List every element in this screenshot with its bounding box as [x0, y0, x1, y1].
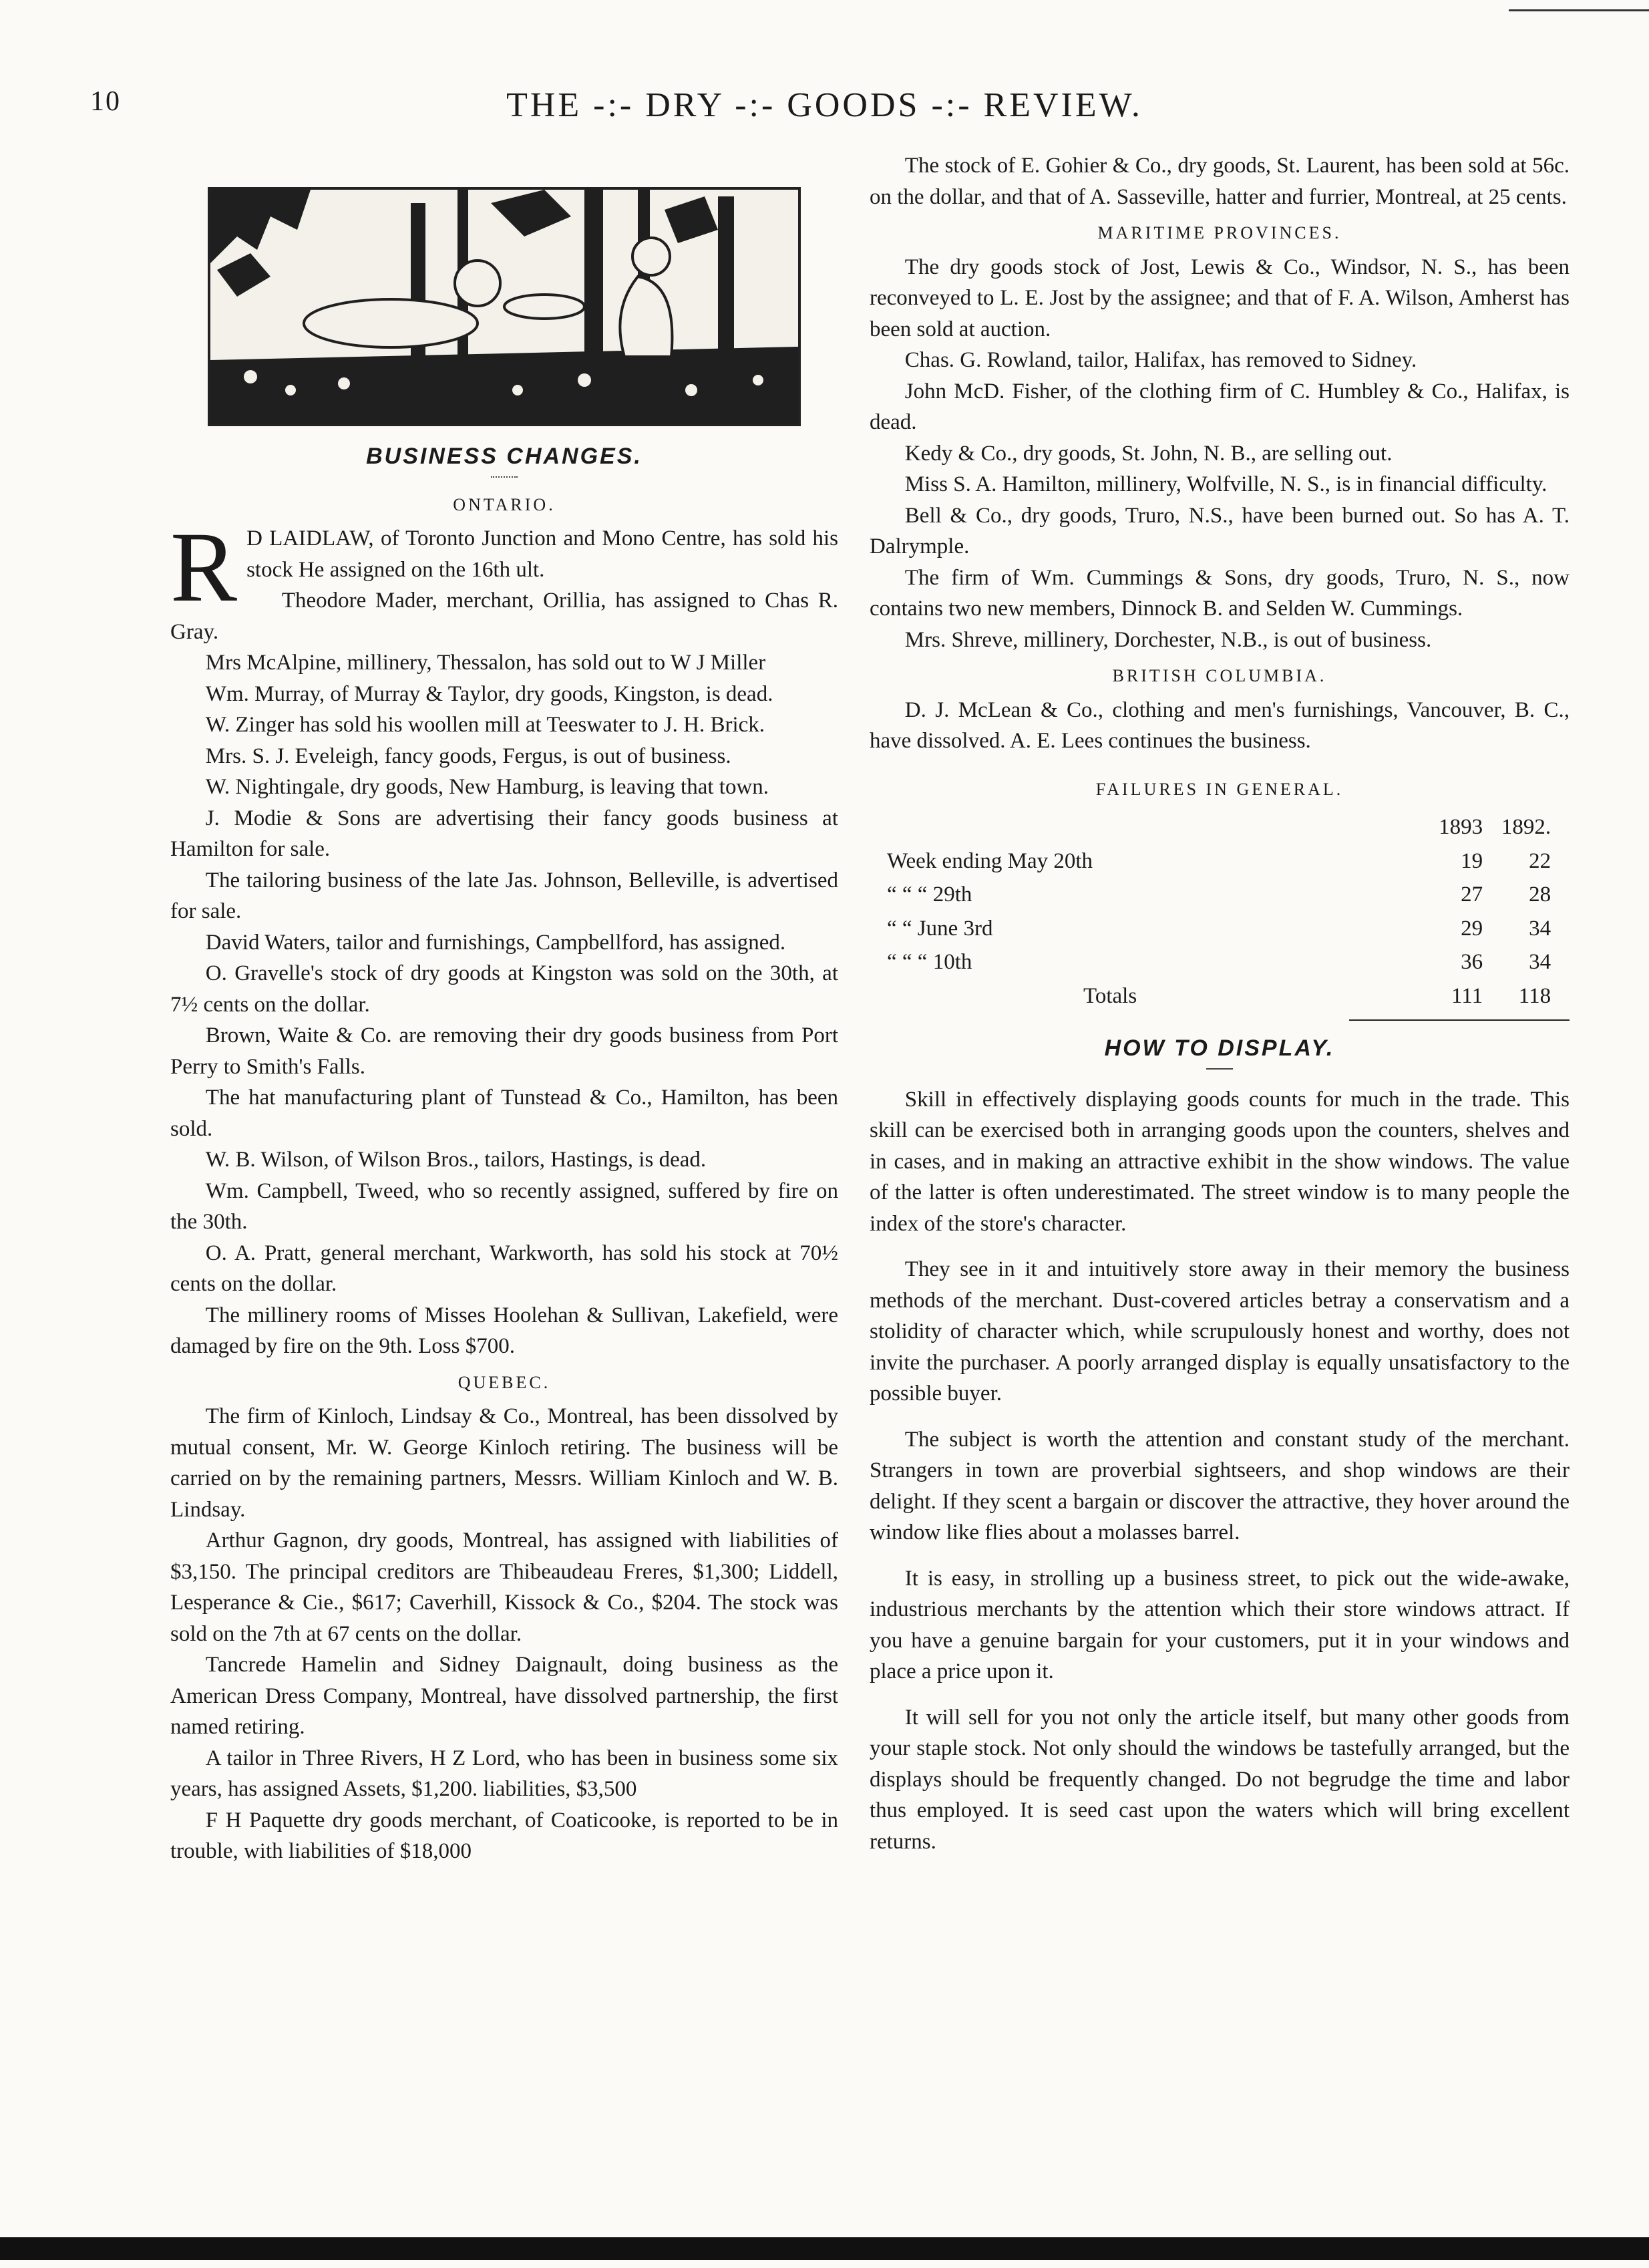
failures-totals-label: Totals — [1083, 983, 1137, 1008]
bottom-bar — [0, 2237, 1649, 2260]
article-paragraph: They see in it and intuitively store away in their memory the business methods of the merchant. Dust-covered articles betray a conservatism and a stolidity of character which, while scrupulously honest and worthy, does not invite the purchaser. A poorly arranged display is equally unsatisfactory to the possible buyer. — [870, 1257, 1570, 1406]
maritime-item: Chas. G. Rowland, tailor, Halifax, has removed to Sidney. — [904, 348, 1417, 372]
heading-rule — [491, 476, 518, 478]
heading-rule — [1206, 1068, 1233, 1070]
quebec-item: The firm of Kinloch, Lindsay & Co., Montreal, has been dissolved by mutual consent, Mr. W. George Kinloch retiring. The business will be carried on by the remaining partners, Messrs. William Kinloch and W. B. Lindsay. — [170, 1404, 838, 1522]
article-paragraph: Skill in effectively displaying goods counts for much in the trade. This skill can be exercised both in arranging goods upon the counters, shelves and in cases, and in making an attractive exhibit in the show windows. The value of the latter is often underestimated. The street window is to many people the index of the store's character. — [870, 1087, 1570, 1236]
failures-row — [883, 945, 1555, 979]
failures-row-label: “ “ “ 29th — [887, 882, 972, 907]
failures-row-1892: 28 — [1529, 882, 1551, 907]
failures-total-1892: 118 — [1518, 983, 1551, 1008]
maritime-item: Miss S. A. Hamilton, millinery, Wolfville, N. S., is in financial difficulty. — [904, 472, 1547, 496]
article-paragraph: It will sell for you not only the article itself, but many other goods from your staple stock. Not only should the windows be tastefully arranged, but the displays should be frequently changed. Do not begrudge the time and labor thus employed. It is seed cast upon the waters which will bring excellent returns. — [870, 1705, 1570, 1854]
quebec-continued-item: The stock of E. Gohier & Co., dry goods, St. Laurent, has been sold at 56c. on the dollar, and that of A. Sasseville, hatter and furrier, Montreal, at 25 cents. — [870, 154, 1570, 209]
failures-row-label: “ “ June 3rd — [887, 916, 993, 941]
failures-row — [883, 878, 1555, 912]
quebec-item: F H Paquette dry goods merchant, of Coaticooke, is reported to be in trouble, with liabilities of $18,000 — [170, 1808, 838, 1863]
illustration-banner — [208, 187, 801, 426]
ontario-item: O. Gravelle's stock of dry goods at Kingston was sold on the 30th, at 7½ cents on the dollar. — [170, 961, 838, 1017]
ontario-item: W. Zinger has sold his woollen mill at Teeswater to J. H. Brick. — [205, 713, 765, 737]
failures-row-label: “ “ “ 10th — [887, 950, 972, 974]
article-paragraph: It is easy, in strolling up a business street, to pick out the wide-awake, industrious merchants by the attention which their store windows attract. If you have a genuine bargain for your customers, put it in your windows and place a price upon it. — [870, 1566, 1570, 1683]
how-to-display-heading: HOW TO DISPLAY. — [1104, 1035, 1335, 1061]
ontario-item: W. B. Wilson, of Wilson Bros., tailors, Hastings, is dead. — [205, 1148, 707, 1172]
failures-heading: FAILURES IN GENERAL. — [1095, 779, 1344, 799]
ontario-item: Mrs McAlpine, millinery, Thessalon, has sold out to W J Miller — [205, 651, 766, 675]
ontario-item: David Waters, tailor and furnishings, Campbellford, has assigned. — [205, 930, 786, 955]
maritime-item: Kedy & Co., dry goods, St. John, N. B., are selling out. — [904, 441, 1393, 466]
failures-row-1892: 34 — [1529, 950, 1551, 974]
masthead: THE -:- DRY -:- GOODS -:- REVIEW. — [506, 86, 1143, 124]
maritime-item: Bell & Co., dry goods, Truro, N.S., have been burned out. So has A. T. Dalrymple. — [870, 503, 1570, 558]
quebec-heading: QUEBEC. — [457, 1372, 551, 1392]
year-1892-header: 1892. — [1501, 815, 1551, 839]
maritime-item: The dry goods stock of Jost, Lewis & Co., Windsor, N. S., has been reconveyed to L. E. Jost by the assignee; and that of F. A. Wilson, Amherst has been sold at auction. — [870, 255, 1570, 341]
left-column — [170, 187, 838, 1867]
maritime-item: The firm of Wm. Cummings & Sons, dry goods, Truro, N. S., now contains two new members, Dinnock B. and Selden W. Cummings. — [870, 565, 1570, 621]
page-number: 10 — [90, 86, 121, 117]
right-column — [870, 150, 1570, 1857]
failures-row-1893: 29 — [1461, 916, 1483, 941]
failures-row-label: Week ending May 20th — [887, 848, 1093, 873]
quebec-item: Tancrede Hamelin and Sidney Daignault, doing business as the American Dress Company, Montreal, have dissolved partnership, the first named retiring. — [170, 1653, 838, 1739]
failures-totals-row — [883, 979, 1555, 1013]
ontario-first-item-text: D LAIDLAW, of Toronto Junction and Mono Centre, has sold his stock He assigned on the 16th ult. — [246, 526, 838, 582]
failures-row-1892: 34 — [1529, 916, 1551, 941]
failures-row-1893: 19 — [1461, 848, 1483, 873]
maritime-heading: MARITIME PROVINCES. — [1097, 223, 1342, 242]
maritime-item: Mrs. Shreve, millinery, Dorchester, N.B., is out of business. — [904, 627, 1432, 652]
drop-cap-letter: R — [170, 512, 238, 623]
ontario-item: J. Modie & Sons are advertising their fancy goods business at Hamilton for sale. — [170, 806, 838, 861]
failures-total-1893: 111 — [1451, 983, 1483, 1008]
ontario-item: The tailoring business of the late Jas. Johnson, Belleville, is advertised for sale. — [170, 868, 838, 923]
failures-row-1893: 27 — [1461, 882, 1483, 907]
ontario-item: Wm. Campbell, Tweed, who so recently assigned, suffered by fire on the 30th. — [170, 1178, 838, 1234]
failures-row-1893: 36 — [1461, 950, 1483, 974]
british-columbia-heading: BRITISH COLUMBIA. — [1112, 666, 1327, 685]
failures-row-1892: 22 — [1529, 848, 1551, 873]
failures-row — [883, 912, 1555, 946]
ontario-item: Mrs. S. J. Eveleigh, fancy goods, Fergus, is out of business. — [205, 744, 731, 768]
quebec-item: Arthur Gagnon, dry goods, Montreal, has assigned with liabilities of $3,150. The principal creditors are Thibeaudeau Freres, $1,300; Liddell, Lesperance & Cie., $617; Caverhill, Kissock & Co., $204. The stock was sold on the 7th at 67 cents on the dollar. — [170, 1528, 838, 1646]
ontario-item: The millinery rooms of Misses Hoolehan & Sullivan, Lakefield, were damaged by fire on the 9th. Loss $700. — [170, 1303, 838, 1358]
year-1893-header: 1893 — [1439, 815, 1483, 839]
top-rule — [1509, 9, 1649, 11]
table-rule — [1349, 1019, 1570, 1021]
british-columbia-item: D. J. McLean & Co., clothing and men's furnishings, Vancouver, B. C., have dissolved. A. E. Lees continues the business. — [870, 697, 1570, 753]
maritime-item: John McD. Fisher, of the clothing firm of C. Humbley & Co., Halifax, is dead. — [870, 379, 1570, 434]
ontario-item: Brown, Waite & Co. are removing their dry goods business from Port Perry to Smith's Falls. — [170, 1023, 838, 1079]
failures-header-row — [883, 810, 1555, 844]
ontario-item: W. Nightingale, dry goods, New Hamburg, is leaving that town. — [205, 775, 769, 799]
ontario-item: O. A. Pratt, general merchant, Warkworth, has sold his stock at 70½ cents on the dollar. — [170, 1241, 838, 1296]
reading-figures-illustration — [210, 190, 798, 424]
ontario-heading: ONTARIO. — [453, 494, 556, 514]
ontario-item: Wm. Murray, of Murray & Taylor, dry goods, Kingston, is dead. — [205, 681, 773, 706]
article-paragraph: The subject is worth the attention and constant study of the merchant. Strangers in town are proverbial sightseers, and shop windows are their delight. If they scent a bargain or discover the attractive, they hover around the window like flies about a molasses barrel. — [870, 1427, 1570, 1545]
failures-row — [883, 844, 1555, 878]
quebec-item: A tailor in Three Rivers, H Z Lord, who has been in business some six years, has assigned Assets, $1,200. liabilities, $3,500 — [170, 1746, 838, 1801]
failures-table — [883, 810, 1555, 1013]
business-changes-heading: BUSINESS CHANGES. — [366, 444, 643, 469]
ontario-item: Theodore Mader, merchant, Orillia, has assigned to Chas R. Gray. — [170, 589, 838, 644]
ontario-item: The hat manufacturing plant of Tunstead & Co., Hamilton, has been sold. — [170, 1086, 838, 1141]
